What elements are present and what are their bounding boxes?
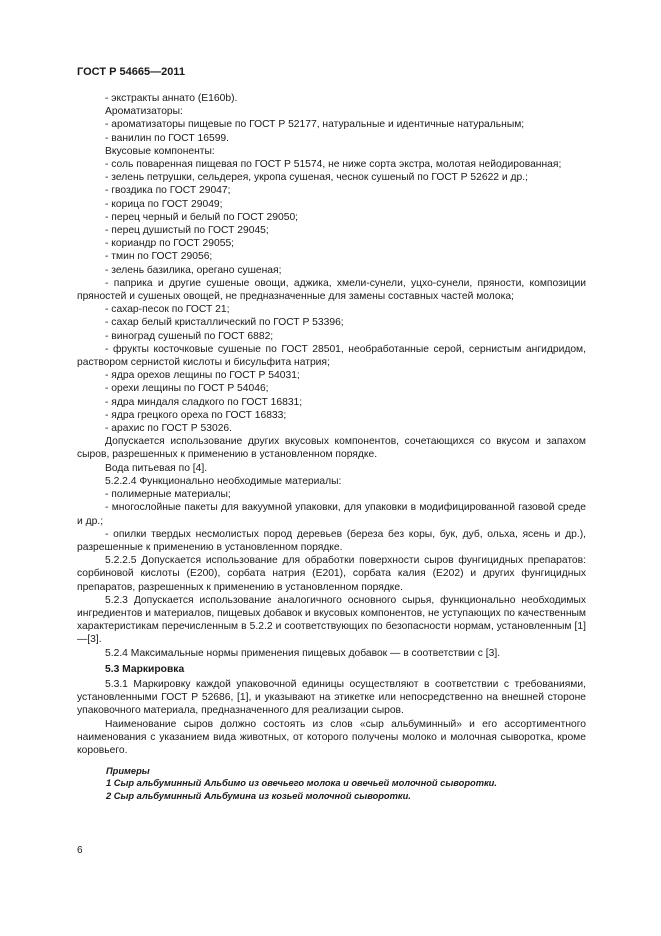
paragraph: Наименование сыров должно состоять из слов «сыр альбуминный» и его ассортиментного наименования с указанием вида животных, от которого получены молоко и молочная сыворотка, кроме коровьего. xyxy=(77,718,586,756)
list-item: - ароматизаторы пищевые по ГОСТ Р 52177, натуральные и идентичные натуральным; xyxy=(105,119,525,131)
list-item: - арахис по ГОСТ Р 53026. xyxy=(105,423,233,435)
clause-5-2-4: 5.2.4 Максимальные нормы применения пищевых добавок — в соответствии с [3]. xyxy=(105,647,501,659)
list-item: - опилки твердых несмолистых пород деревьев (береза без коры, бук, дуб, ольха, ясень и др.), разрешенные к применению в установленном порядке. xyxy=(77,528,586,553)
document-header: ГОСТ Р 54665—2011 xyxy=(77,66,185,78)
list-item: - полимерные материалы; xyxy=(105,489,231,501)
list-item: - зелень петрушки, сельдерея, укропа сушеная, чеснок сушеный по ГОСТ Р 52622 и др.; xyxy=(105,172,528,184)
list-item: - фрукты косточковые сушеные по ГОСТ 28501, необработанные серой, сернистым ангидридом, раствором сернистой кислоты и бисульфита натрия; xyxy=(77,343,586,369)
list-item: - ядра орехов лещины по ГОСТ Р 54031; xyxy=(105,370,300,382)
paragraph: Вкусовые компоненты: xyxy=(105,145,215,157)
list-item: - ядра миндаля сладкого по ГОСТ 16831; xyxy=(105,396,303,408)
list-item: - экстракты аннато (Е160b). xyxy=(105,93,238,104)
document-body xyxy=(77,92,586,802)
clause-5-2-2-4: 5.2.2.4 Функционально необходимые материалы: xyxy=(105,475,342,487)
list-item: - корица по ГОСТ 29049; xyxy=(105,198,223,210)
list-item: - тмин по ГОСТ 29056; xyxy=(105,251,213,263)
example-item: 2 Сыр альбуминный Альбумина из козьей молочной сыворотки. xyxy=(106,790,411,801)
list-item: - сахар-песок по ГОСТ 21; xyxy=(105,304,230,316)
list-item: - зелень базилика, орегано сушеная; xyxy=(105,264,282,276)
examples-title: Примеры xyxy=(106,766,150,777)
list-item: - сахар белый кристаллический по ГОСТ Р 53396; xyxy=(105,317,344,329)
list-item: - перец черный и белый по ГОСТ 29050; xyxy=(105,211,299,223)
clause-5-2-3: 5.2.3 Допускается использование аналогичного основного сырья, функционально необходимых ингредиентов и материалов, пищевых добавок и вкусовых компонентов, не уступающих по качественным характеристикам перечисленным в 5.2.2 и соответствующих по безопасности нормам, установленным [1]—[3]. xyxy=(77,594,586,646)
section-heading: 5.3 Маркировка xyxy=(105,663,185,675)
example-item: 1 Сыр альбуминный Альбимо из овечьего молока и овечьей молочной сыворотки. xyxy=(106,778,497,789)
clause-5-3-1: 5.3.1 Маркировку каждой упаковочной единицы осуществляют в соответствии с требованиями, установленными ГОСТ Р 52686, [1], и указывают на этикетке или непосредственно на внешней стороне упаковочного материала, предназначенного для реализации сыров. xyxy=(77,678,586,717)
list-item: - соль поваренная пищевая по ГОСТ Р 51574, не ниже сорта экстра, молотая нейодированная; xyxy=(105,159,562,171)
list-item: - перец душистый по ГОСТ 29045; xyxy=(105,225,269,237)
list-item: - ванилин по ГОСТ 16599. xyxy=(105,132,230,144)
page-number: 6 xyxy=(77,845,83,856)
clause-5-2-2-5: 5.2.2.5 Допускается использование для обработки поверхности сыров фунгицидных препаратов: сорбиновой кислоты (Е200), сорбата натрия (Е201), сорбата калия (Е202) и других фунгицидных препаратов, разрешенных к применению в установленном порядке. xyxy=(77,555,586,593)
paragraph: Допускается использование других вкусовых компонентов, сочетающихся со вкусом и запахом сыров, разрешенных к применению в установленном порядке. xyxy=(77,436,586,461)
paragraph: Ароматизаторы: xyxy=(105,106,183,118)
list-item: - гвоздика по ГОСТ 29047; xyxy=(105,185,231,197)
list-item: - виноград сушеный по ГОСТ 6882; xyxy=(105,330,274,342)
list-item: - паприка и другие сушеные овощи, аджика, хмели-сунели, уцхо-сунели, пряности, композиции пряностей и сушеных овощей, не предназначенные для замены составных частей молока; xyxy=(77,277,586,303)
list-item: - ядра грецкого ореха по ГОСТ 16833; xyxy=(105,409,287,421)
list-item: - орехи лещины по ГОСТ Р 54046; xyxy=(105,383,269,395)
paragraph: Вода питьевая по [4]. xyxy=(105,462,208,474)
list-item: - кориандр по ГОСТ 29055; xyxy=(105,238,235,250)
list-item: - многослойные пакеты для вакуумной упаковки, для упаковки в модифицированной газовой среде и др.; xyxy=(77,502,586,527)
